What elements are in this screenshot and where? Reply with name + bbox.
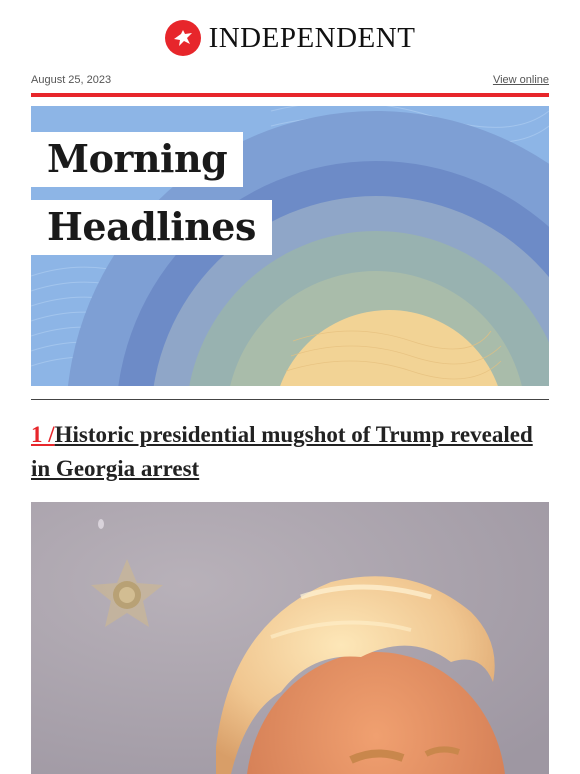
- top-bar: [31, 72, 549, 88]
- newsletter-header: [0, 14, 580, 62]
- headline-1[interactable]: [31, 418, 551, 486]
- red-divider: [31, 93, 549, 97]
- view-online-link[interactable]: View online: [492, 74, 549, 86]
- banner-title-line1: Morning: [31, 132, 243, 187]
- mugshot-image: [31, 502, 549, 774]
- brand-name[interactable]: INDEPENDENT: [208, 21, 416, 54]
- headline-title-link[interactable]: Historic presidential mugshot of Trump revealed in Georgia arrest: [31, 422, 533, 481]
- eagle-logo-icon[interactable]: [165, 20, 201, 56]
- headline-number: 1 /: [31, 422, 55, 447]
- headline-photo[interactable]: [31, 502, 549, 774]
- banner-title-line2: Headlines: [31, 200, 272, 255]
- section-divider: [31, 399, 549, 400]
- morning-headlines-banner[interactable]: [31, 106, 549, 386]
- issue-date: August 25, 2023: [31, 74, 112, 86]
